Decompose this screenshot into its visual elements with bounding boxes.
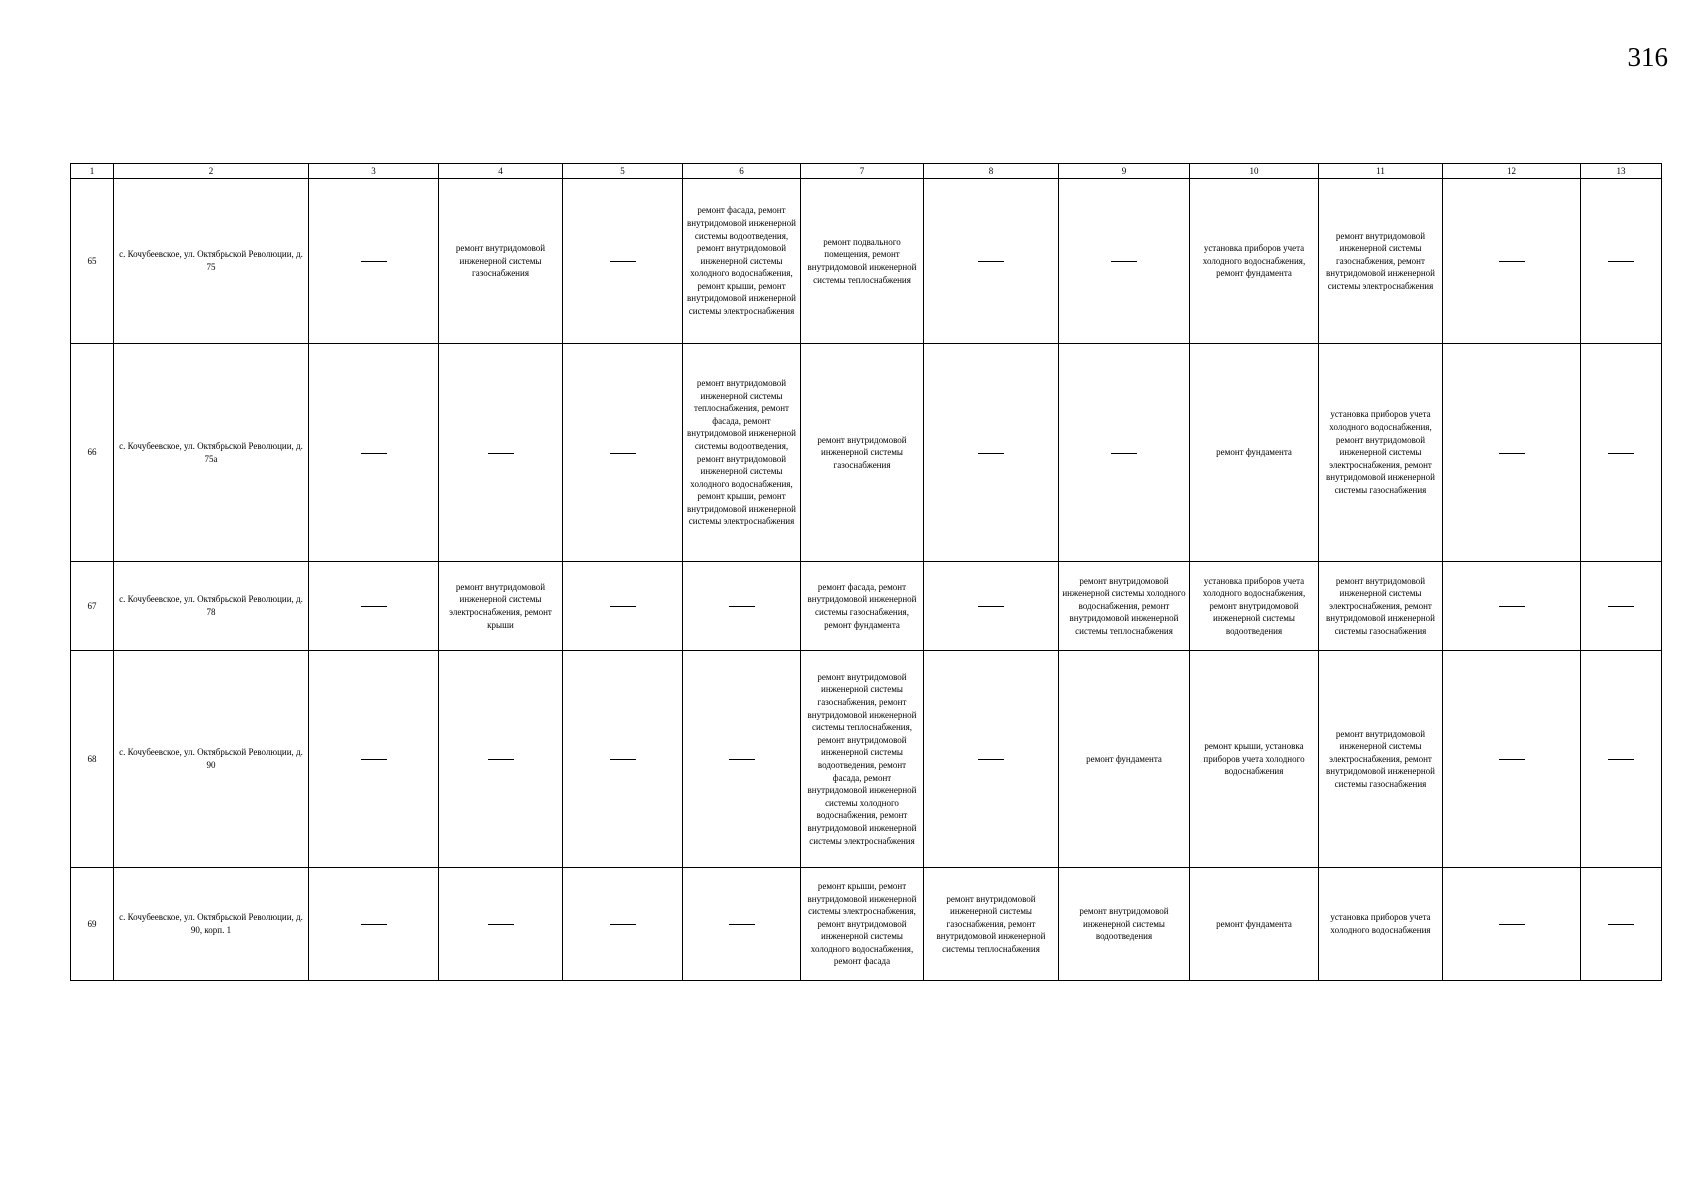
dash-mark	[1111, 261, 1137, 262]
table-row	[71, 868, 1662, 981]
address-cell: с. Кочубеевское, ул. Октябрьской Революции, д. 75а	[114, 344, 309, 562]
repair-work-cell: ремонт внутридомовой инженерной системы электроснабжения, ремонт внутридомовой инженерной системы газоснабжения	[1319, 651, 1443, 868]
dash-mark	[1499, 453, 1525, 454]
dash-mark	[361, 261, 387, 262]
row-number: 68	[71, 651, 114, 868]
column-number: 3	[309, 164, 439, 179]
row-number: 65	[71, 179, 114, 344]
address-cell: с. Кочубеевское, ул. Октябрьской Революции, д. 90	[114, 651, 309, 868]
dash-mark	[1608, 261, 1634, 262]
page-number: 316	[1627, 42, 1668, 72]
dash-mark	[610, 453, 636, 454]
dash-mark	[610, 606, 636, 607]
dash-mark	[361, 453, 387, 454]
repair-work-cell: ремонт фасада, ремонт внутридомовой инженерной системы газоснабжения, ремонт фундамента	[801, 562, 924, 651]
empty-cell	[1059, 344, 1190, 562]
repair-work-cell: ремонт внутридомовой инженерной системы газоснабжения, ремонт внутридомовой инженерной системы электроснабжения	[1319, 179, 1443, 344]
column-number-header	[71, 164, 1662, 179]
repair-work-cell: ремонт фасада, ремонт внутридомовой инженерной системы водоотведения, ремонт внутридомовой инженерной системы холодного водоснабжения, ремонт крыши, ремонт внутридомовой инженерной системы электроснабжения	[683, 179, 801, 344]
table-row	[71, 179, 1662, 344]
empty-cell	[439, 868, 563, 981]
dash-mark	[1111, 453, 1137, 454]
empty-cell	[563, 868, 683, 981]
empty-cell	[1581, 651, 1662, 868]
dash-mark	[1608, 453, 1634, 454]
dash-mark	[978, 759, 1004, 760]
repair-work-cell: ремонт внутридомовой инженерной системы газоснабжения	[439, 179, 563, 344]
row-number: 66	[71, 344, 114, 562]
repair-work-cell: установка приборов учета холодного водоснабжения, ремонт фундамента	[1190, 179, 1319, 344]
dash-mark	[1499, 261, 1525, 262]
column-number: 12	[1443, 164, 1581, 179]
dash-mark	[1608, 606, 1634, 607]
column-number: 11	[1319, 164, 1443, 179]
empty-cell	[924, 651, 1059, 868]
empty-cell	[563, 344, 683, 562]
column-number: 7	[801, 164, 924, 179]
empty-cell	[1581, 562, 1662, 651]
repair-work-cell: ремонт внутридомовой инженерной системы электроснабжения, ремонт внутридомовой инженерной системы газоснабжения	[1319, 562, 1443, 651]
column-number: 2	[114, 164, 309, 179]
row-number: 67	[71, 562, 114, 651]
empty-cell	[1443, 179, 1581, 344]
dash-mark	[978, 261, 1004, 262]
repair-work-cell: ремонт внутридомовой инженерной системы газоснабжения, ремонт внутридомовой инженерной системы теплоснабжения	[924, 868, 1059, 981]
dash-mark	[1608, 759, 1634, 760]
row-number: 69	[71, 868, 114, 981]
empty-cell	[563, 179, 683, 344]
dash-mark	[1499, 924, 1525, 925]
dash-mark	[729, 924, 755, 925]
dash-mark	[729, 606, 755, 607]
column-number: 13	[1581, 164, 1662, 179]
dash-mark	[361, 759, 387, 760]
empty-cell	[439, 651, 563, 868]
repair-work-cell: установка приборов учета холодного водоснабжения	[1319, 868, 1443, 981]
empty-cell	[1581, 868, 1662, 981]
dash-mark	[978, 453, 1004, 454]
repair-work-cell: ремонт внутридомовой инженерной системы теплоснабжения, ремонт фасада, ремонт внутридомовой инженерной системы водоотведения, ремонт внутридомовой инженерной системы холодного водоснабжения, ремонт крыши, ремонт внутридомовой инженерной системы электроснабжения	[683, 344, 801, 562]
column-number: 9	[1059, 164, 1190, 179]
column-number: 4	[439, 164, 563, 179]
column-number: 6	[683, 164, 801, 179]
empty-cell	[683, 562, 801, 651]
repair-schedule-table	[70, 163, 1662, 981]
repair-work-cell: ремонт фундамента	[1190, 344, 1319, 562]
dash-mark	[361, 924, 387, 925]
column-number: 8	[924, 164, 1059, 179]
address-cell: с. Кочубеевское, ул. Октябрьской Революции, д. 75	[114, 179, 309, 344]
table-row	[71, 651, 1662, 868]
empty-cell	[439, 344, 563, 562]
empty-cell	[924, 562, 1059, 651]
dash-mark	[610, 261, 636, 262]
dash-mark	[610, 759, 636, 760]
empty-cell	[1581, 344, 1662, 562]
column-number: 5	[563, 164, 683, 179]
dash-mark	[488, 759, 514, 760]
address-cell: с. Кочубеевское, ул. Октябрьской Революции, д. 78	[114, 562, 309, 651]
dash-mark	[729, 759, 755, 760]
empty-cell	[309, 562, 439, 651]
dash-mark	[1499, 759, 1525, 760]
empty-cell	[683, 651, 801, 868]
repair-work-cell: ремонт фундамента	[1059, 651, 1190, 868]
repair-work-cell: ремонт внутридомовой инженерной системы газоснабжения	[801, 344, 924, 562]
empty-cell	[1059, 179, 1190, 344]
empty-cell	[563, 651, 683, 868]
address-cell: с. Кочубеевское, ул. Октябрьской Революции, д. 90, корп. 1	[114, 868, 309, 981]
repair-work-cell: ремонт крыши, ремонт внутридомовой инженерной системы электроснабжения, ремонт внутридомовой инженерной системы холодного водоснабжения, ремонт фасада	[801, 868, 924, 981]
table-row	[71, 562, 1662, 651]
dash-mark	[978, 606, 1004, 607]
repair-work-cell: ремонт внутридомовой инженерной системы холодного водоснабжения, ремонт внутридомовой инженерной системы теплоснабжения	[1059, 562, 1190, 651]
column-number: 1	[71, 164, 114, 179]
repair-work-cell: установка приборов учета холодного водоснабжения, ремонт внутридомовой инженерной системы водоотведения	[1190, 562, 1319, 651]
empty-cell	[563, 562, 683, 651]
dash-mark	[610, 924, 636, 925]
column-number: 10	[1190, 164, 1319, 179]
empty-cell	[309, 651, 439, 868]
dash-mark	[1608, 924, 1634, 925]
empty-cell	[309, 179, 439, 344]
dash-mark	[488, 924, 514, 925]
empty-cell	[924, 344, 1059, 562]
empty-cell	[309, 344, 439, 562]
table-body	[71, 164, 1662, 981]
empty-cell	[309, 868, 439, 981]
empty-cell	[1443, 651, 1581, 868]
dash-mark	[488, 453, 514, 454]
repair-work-cell: ремонт внутридомовой инженерной системы электроснабжения, ремонт крыши	[439, 562, 563, 651]
table-row	[71, 344, 1662, 562]
empty-cell	[1443, 562, 1581, 651]
repair-work-cell: ремонт внутридомовой инженерной системы газоснабжения, ремонт внутридомовой инженерной системы теплоснабжения, ремонт внутридомовой инженерной системы водоотведения, ремонт фасада, ремонт внутридомовой инженерной системы холодного водоснабжения, ремонт внутридомовой инженерной системы электроснабжения	[801, 651, 924, 868]
repair-work-cell: ремонт внутридомовой инженерной системы водоотведения	[1059, 868, 1190, 981]
repair-work-cell: ремонт фундамента	[1190, 868, 1319, 981]
empty-cell	[1443, 868, 1581, 981]
repair-work-cell: ремонт крыши, установка приборов учета холодного водоснабжения	[1190, 651, 1319, 868]
empty-cell	[924, 179, 1059, 344]
dash-mark	[361, 606, 387, 607]
empty-cell	[683, 868, 801, 981]
empty-cell	[1443, 344, 1581, 562]
repair-work-cell: ремонт подвального помещения, ремонт внутридомовой инженерной системы теплоснабжения	[801, 179, 924, 344]
dash-mark	[1499, 606, 1525, 607]
repair-work-cell: установка приборов учета холодного водоснабжения, ремонт внутридомовой инженерной системы электроснабжения, ремонт внутридомовой инженерной системы газоснабжения	[1319, 344, 1443, 562]
empty-cell	[1581, 179, 1662, 344]
